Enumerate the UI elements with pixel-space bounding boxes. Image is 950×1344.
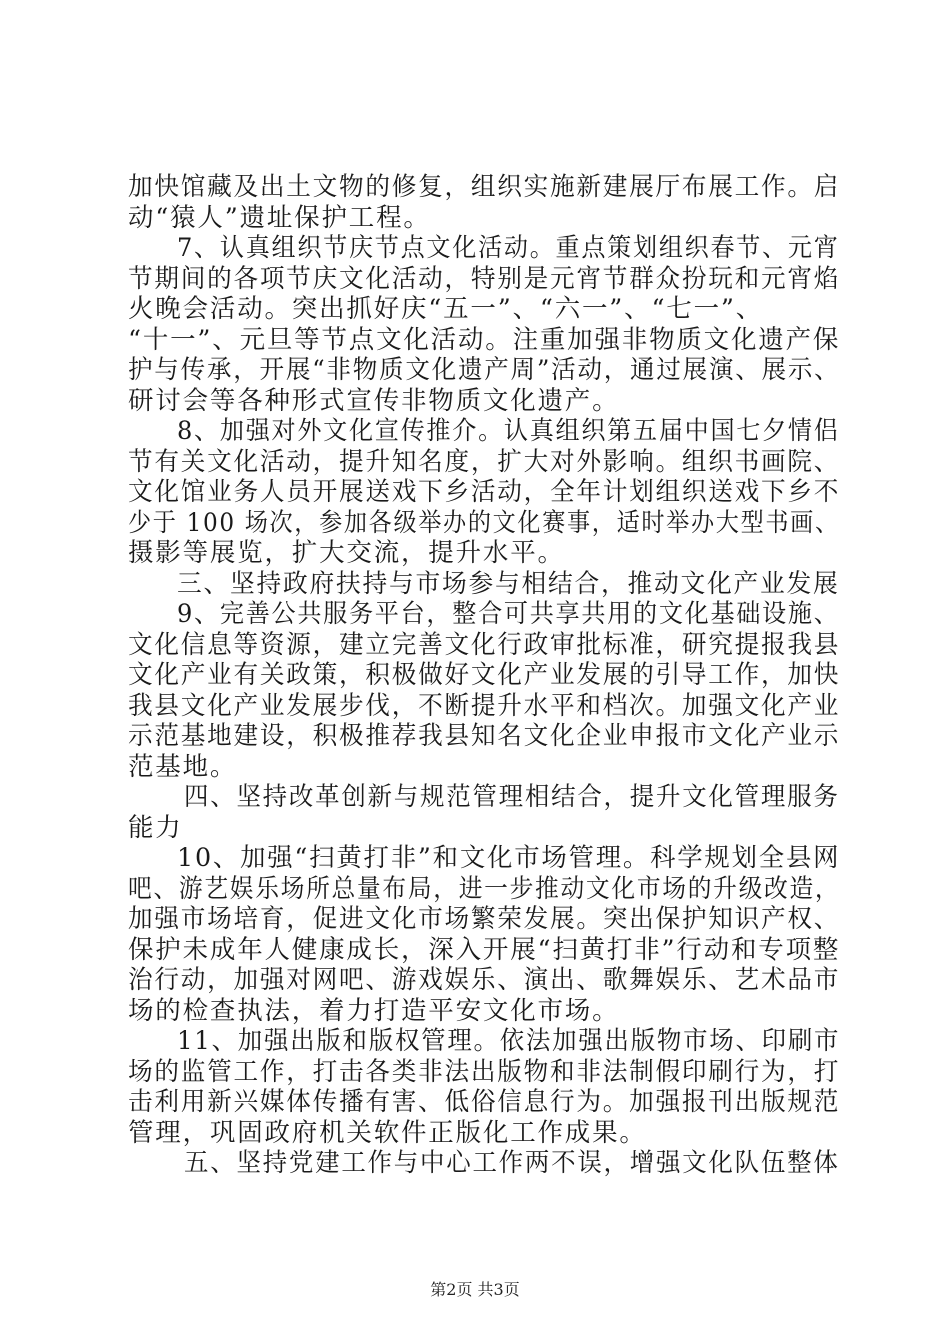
- text-line: 节期间的各项节庆文化活动，特别是元宵节群众扮玩和元宵焰: [128, 263, 841, 294]
- text-line: 节有关文化活动，提升知名度，扩大对外影响。组织书画院、: [128, 446, 841, 477]
- text-line: 11、加强出版和版权管理。依法加强出版物市场、印刷市: [177, 1026, 841, 1056]
- text-line: 10、加强“扫黄打非”和文化市场管理。科学规划全县网: [177, 843, 841, 873]
- text-line: “十一”、元旦等节点文化活动。注重加强非物质文化遗产保: [128, 324, 841, 355]
- text-line: 文化信息等资源，建立完善文化行政审批标准，研究提报我县: [128, 629, 841, 660]
- text-line: 治行动，加强对网吧、游戏娱乐、演出、歌舞娱乐、艺术品市: [128, 965, 841, 995]
- text-line: 9、完善公共服务平台，整合可共享共用的文化基础设施、: [177, 599, 840, 629]
- text-line: 少于 100 场次，参加各级举办的文化赛事，适时举办大型书画、: [128, 507, 840, 538]
- text-line: 加强市场培育，促进文化市场繁荣发展。突出保护知识产权、: [128, 904, 841, 934]
- text-line: 击利用新兴媒体传播有害、低俗信息行为。加强报刊出版规范: [128, 1087, 841, 1117]
- text-line: 研讨会等各种形式宣传非物质文化遗产。: [128, 385, 620, 416]
- text-line: 动“猿人”遗址保护工程。: [128, 202, 431, 233]
- text-line: 场的监管工作，打击各类非法出版物和非法制假印刷行为，打: [128, 1056, 841, 1087]
- section-heading: 五、坚持党建工作与中心工作两不误，增强文化队伍整体: [184, 1148, 840, 1178]
- text-line: 摄影等展览，扩大交流，提升水平。: [128, 538, 565, 568]
- text-line: 7、认真组织节庆节点文化活动。重点策划组织春节、元宵: [177, 233, 840, 263]
- text-line: 示范基地建设，积极推荐我县知名文化企业申报市文化产业示: [128, 721, 841, 751]
- text-line: 文化馆业务人员开展送戏下乡活动，全年计划组织送戏下乡不: [128, 477, 841, 507]
- section-heading: 三、坚持政府扶持与市场参与相结合，推动文化产业发展: [177, 568, 840, 599]
- text-line: 文化产业有关政策，积极做好文化产业发展的引导工作，加快: [128, 660, 841, 690]
- text-line: 8、加强对外文化宣传推介。认真组织第五届中国七夕情侣: [177, 416, 840, 446]
- text-line: 范基地。: [128, 751, 238, 782]
- text-line: 我县文化产业发展步伐，不断提升水平和档次。加强文化产业: [128, 690, 841, 721]
- section-heading: 能力: [128, 812, 183, 843]
- text-line: 加快馆藏及出土文物的修复，组织实施新建展厅布展工作。启: [128, 172, 841, 202]
- text-line: 火晚会活动。突出抓好庆“五一”、“六一”、“七一”、: [128, 294, 764, 324]
- text-line: 场的检查执法，着力打造平安文化市场。: [128, 995, 620, 1026]
- text-line: 护与传承，开展“非物质文化遗产周”活动，通过展演、展示、: [128, 355, 841, 385]
- text-line: 吧、游艺娱乐场所总量布局，进一步推动文化市场的升级改造，: [128, 873, 841, 904]
- text-line: 保护未成年人健康成长，深入开展“扫黄打非”行动和专项整: [128, 934, 841, 965]
- text-line: 管理，巩固政府机关软件正版化工作成果。: [128, 1117, 647, 1148]
- page-footer: 第2页 共3页: [430, 1280, 520, 1299]
- section-heading: 四、坚持改革创新与规范管理相结合，提升文化管理服务: [184, 782, 840, 812]
